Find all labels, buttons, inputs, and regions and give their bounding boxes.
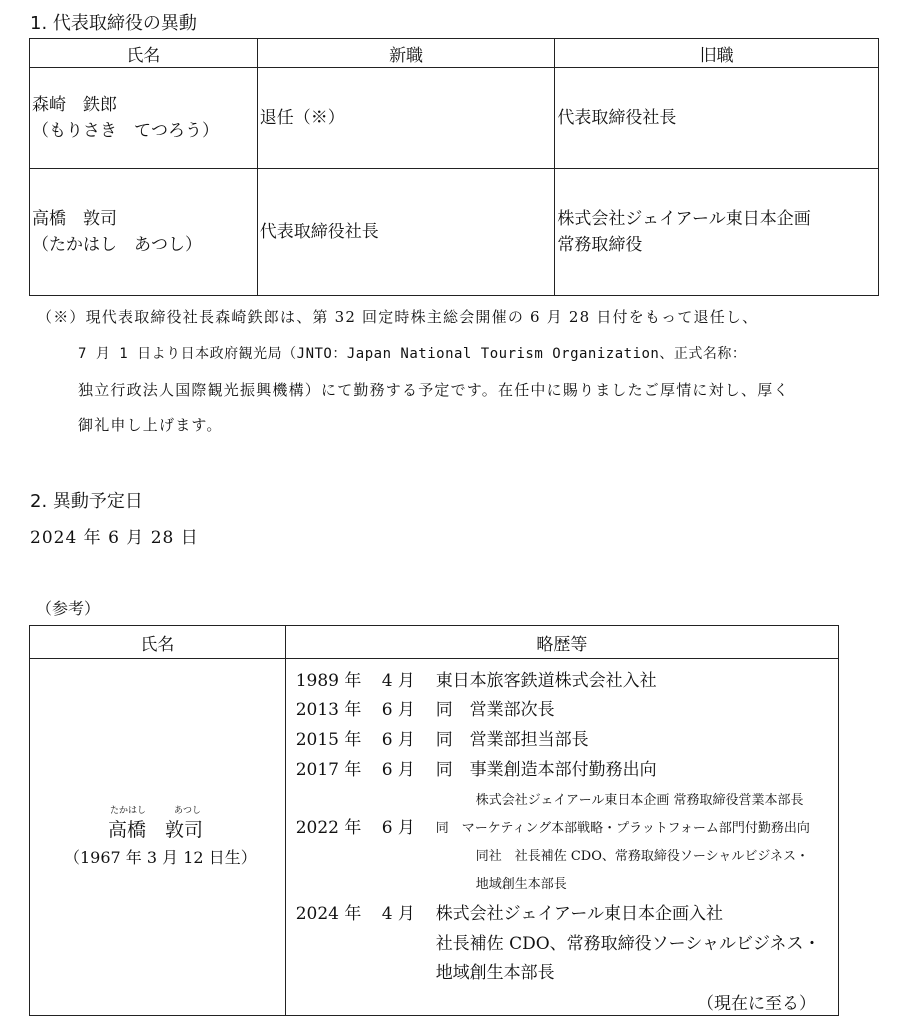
section1-title: 1. 代表取締役の異動 (30, 13, 197, 34)
ruby-surname: たかはし (110, 806, 147, 816)
history-text: 同 事業創造本部付勤務出向 (435, 760, 657, 780)
section2-title: 2. 異動予定日 (30, 491, 143, 512)
old-post: 代表取締役社長 (557, 108, 677, 128)
table-row (30, 68, 879, 169)
table-row (30, 169, 879, 296)
header-name: 氏名 (30, 39, 258, 68)
history-text: 地域創生本部長 (475, 877, 567, 892)
header-old-post: 旧職 (555, 39, 879, 68)
profile-cell (30, 659, 286, 1016)
history-text: 社長補佐 CDO、常務取締役ソーシャルビジネス・ (435, 934, 821, 954)
person-reading: （もりさき てつろう） (32, 121, 219, 141)
history-text: 同 営業部次長 (435, 700, 555, 720)
old-post: 株式会社ジェイアール東日本企画 (557, 209, 811, 229)
note-line-3: 独立行政法人国際観光振興機構）にて勤務する予定です。在任中に賜りましたご厚情に対し、厚く (78, 381, 790, 399)
person-name: 高橋 敦司 (32, 209, 117, 229)
history-year: 2015 年 (295, 730, 362, 750)
history-text: 地域創生本部長 (435, 963, 555, 983)
history-month: 6 月 (381, 730, 415, 750)
career-cell (285, 659, 838, 1016)
history-year: 2017 年 (295, 760, 362, 780)
new-post: 退任（※） (257, 68, 555, 169)
reference-label: （参考） (36, 599, 101, 618)
history-text: 株式会社ジェイアール東日本企画 常務取締役営業本部長 (475, 793, 804, 808)
person-reading: （たかはし あつし） (32, 235, 202, 255)
note-line-2-text: 7 月 1 日より日本政府観光局（JNTO：Japan National Tourism Organization、正式名称： (78, 346, 747, 362)
history-text: 同 マーケティング本部戦略・プラットフォーム部門付勤務出向 (435, 821, 810, 836)
profile-name: 高橋 敦司 (108, 819, 204, 841)
current-status: （現在に至る） (697, 994, 816, 1014)
history-year: 2024 年 (295, 904, 362, 924)
note-line-2 (78, 343, 746, 363)
history-text: 東日本旅客鉄道株式会社入社 (435, 671, 657, 691)
history-month: 6 月 (381, 760, 415, 780)
history-year: 2013 年 (295, 700, 362, 720)
new-post: 代表取締役社長 (257, 169, 555, 296)
history-year: 1989 年 (295, 671, 362, 691)
profile-birth: （1967 年 3 月 12 日生） (64, 848, 257, 867)
person-name: 森崎 鉄郎 (32, 95, 117, 115)
note-line-1: （※）現代表取締役社長森崎鉄郎は、第 32 回定時株主総会開催の 6 月 28 日付をもって退任し、 (37, 308, 759, 326)
history-month: 4 月 (381, 671, 415, 691)
history-text: 同社 社長補佐 CDO、常務取締役ソーシャルビジネス・ (475, 849, 809, 864)
note-line-4: 御礼申し上げます。 (78, 416, 223, 434)
executive-change-table (29, 38, 879, 296)
history-month: 6 月 (381, 700, 415, 720)
header-name: 氏名 (30, 626, 286, 659)
effective-date: 2024 年 6 月 28 日 (30, 528, 199, 548)
history-text: 同 営業部担当部長 (435, 730, 589, 750)
table-header-row (30, 39, 879, 68)
table-header-row (30, 626, 839, 659)
history-month: 6 月 (381, 818, 415, 838)
history-month: 4 月 (381, 904, 415, 924)
old-post-title: 常務取締役 (557, 235, 643, 255)
ruby-given: あつし (174, 806, 202, 816)
history-year: 2022 年 (295, 818, 362, 838)
header-new-post: 新職 (257, 39, 555, 68)
header-career: 略歴等 (285, 626, 838, 659)
history-text: 株式会社ジェイアール東日本企画入社 (435, 904, 723, 924)
reference-table (29, 625, 839, 1016)
